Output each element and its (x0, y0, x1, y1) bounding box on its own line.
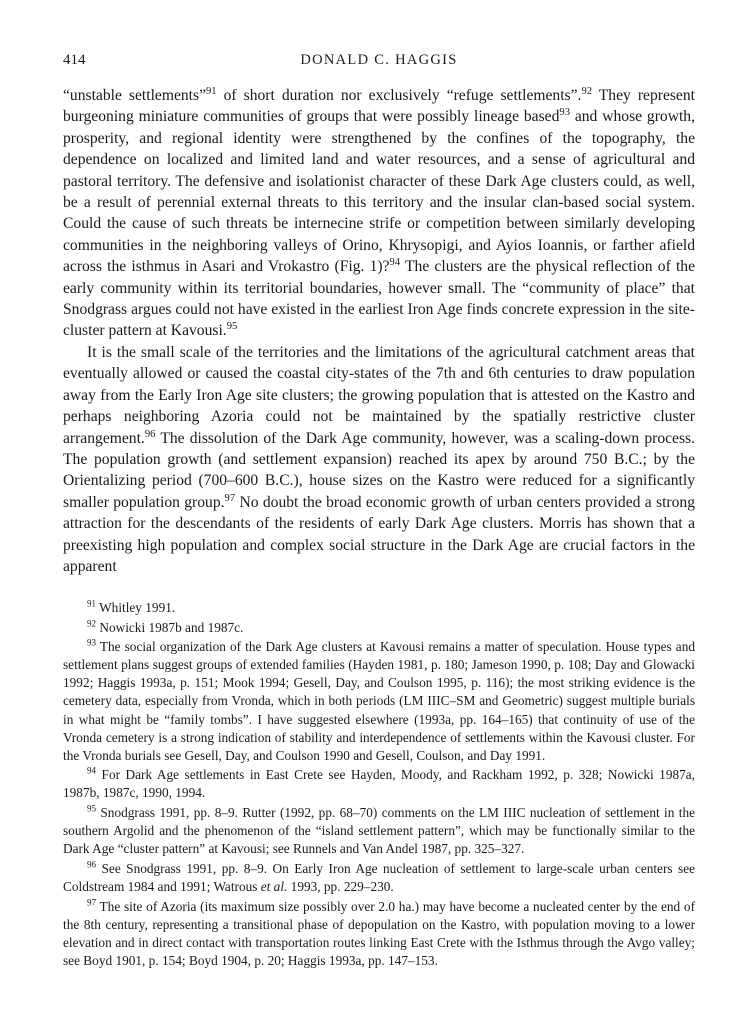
footnote-ref: 96 (144, 428, 156, 440)
footnote-text: The site of Azoria (its maximum size possibly over 2.0 ha.) may have become a nucleated center by the end of the 8th century, representing a transitional phase of depopulation on the Kastro, with population moving to a lower elevation and in direct contact with transportation routes linking East Crete with the Isthmus through the Avgo valley; see Boyd 1901, p. 154; Boyd 1904, p. 20; Haggis 1993a, pp. 147–153. (63, 898, 695, 968)
text-run: They represent burgeoning miniature communities of groups that were possibly lineage based (63, 87, 695, 126)
footnotes (63, 599, 695, 971)
footnote-ref: 91 (206, 85, 217, 97)
footnote-number: 96 (87, 859, 97, 870)
page-number: 414 (63, 52, 86, 68)
footnote-ref: 93 (559, 107, 570, 119)
footnote-number: 94 (87, 765, 97, 776)
footnote-number: 95 (87, 803, 97, 814)
text-run: No doubt the broad economic growth of urban centers provided a strong attraction for the descendants of the residents of early Dark Age clusters. Morris has shown that a preexisting high population and complex social structure in the Dark Age are crucial factors in the apparent (63, 493, 695, 575)
footnote-text: Whitley 1991. (99, 600, 176, 615)
footnote (63, 638, 695, 765)
footnote (63, 804, 695, 858)
text-run: The clusters are the physical reflection of the early community within its territorial boundaries, however small. The “community of place” that Snodgrass argues could not have existed in the earliest Iron Age finds concrete expression in the site-cluster pattern at Kavousi. (63, 258, 695, 340)
text-run: The dissolution of the Dark Age community, however, was a scaling-down process. The population growth (and settlement expansion) reached its apex by around 750 B.C.; by the Orientalizing period (700–600 B.C.), house sizes on the Kastro were reduced for a significantly smaller population group. (63, 429, 695, 511)
footnote-ref: 95 (226, 321, 238, 333)
page-header (63, 52, 695, 72)
footnote-number: 97 (87, 897, 97, 908)
footnote-text: See Snodgrass 1991, pp. 8–9. On Early Iron Age nucleation of settlement to large-scale urban centers see Coldstream 1984 and 1991; Watrous (63, 860, 696, 894)
text-run: and whose growth, prosperity, and regional identity were strengthened by the confines of the topography, the dependence on localized and limited land and water resources, and a sense of agricultural and pastoral territory. The defensive and isolationist character of these Dark Age clusters could, as well, be a result of perennial external threats to this territory and the insular clan-based social system. Could the cause of such threats be internecine strife or competition between similarly developing communities in the neighboring valleys of Orino, Khrysopigi, and Ayios Ioannis, or farther afield across the isthmus in Asari and Vrokastro (Fig. 1)? (63, 108, 695, 276)
footnote-text: The social organization of the Dark Age clusters at Kavousi remains a matter of speculation. House types and settlement plans suggest groups of extended families (Hayden 1981, p. 180; Jameson 1990, p. 108; Day and Glowacki 1992; Haggis 1993a, p. 151; Mook 1994; Gesell, Day, and Coulson 1995, p. 116); the most striking evidence is the cemetery data, especially from Vronda, which in both periods (LM IIIC–SM and Geometric) suggest multiple burials in what might be “family tombs”. I have suggested elsewhere (1993a, pp. 164–165) that continuity of use of the Vronda cemetery is a strong indication of stability and interdependence of settlements within the Kavousi cluster. For the Vronda burials see Gesell, Day, and Coulson 1990 and Gesell, Coulson, and Day 1991. (63, 639, 695, 763)
footnote-ref: 97 (224, 492, 236, 504)
footnote-ref: 92 (581, 85, 593, 97)
body-paragraph (63, 342, 695, 577)
text-run: “unstable settlements” (63, 87, 206, 104)
footnote (63, 898, 695, 970)
footnote-number: 93 (87, 637, 97, 648)
footnote-number: 92 (87, 618, 97, 629)
footnote-text: Snodgrass 1991, pp. 8–9. Rutter (1992, pp. 68–70) comments on the LM IIIC nucleation of settlement in the southern Argolid and the phenomenon of the “island settlement pattern”, which may be functionally similar to the Dark Age “cluster pattern” at Kavousi; see Runnels and Van Andel 1987, pp. 325–327. (63, 805, 695, 857)
footnote (63, 599, 695, 617)
text-run: of short duration nor exclusively “refuge settlements”. (216, 87, 582, 104)
footnote-number: 91 (87, 598, 97, 609)
footnote-text: Nowicki 1987b and 1987c. (99, 619, 244, 635)
footnote-ref: 94 (389, 257, 401, 269)
footnote (63, 860, 695, 896)
body-paragraph (63, 85, 695, 342)
footnote (63, 766, 695, 802)
body-text (63, 85, 695, 577)
running-head: DONALD C. HAGGIS (300, 52, 458, 68)
footnote-text: For Dark Age settlements in East Crete see Hayden, Moody, and Rackham 1992, p. 328; Nowicki 1987a, 1987b, 1987c, 1990, 1994. (63, 767, 695, 801)
footnote-italic: et al. (260, 878, 288, 894)
footnote-text: 1993, pp. 229–230. (287, 878, 394, 894)
text-run: It is the small scale of the territories and the limitations of the agricultural catchment areas that eventually allowed or caused the coastal city-states of the 7th and 6th centuries to draw population away from the Early Iron Age site clusters; the growing population that is attested on the Kastro and perhaps neighboring Azoria could not be maintained by the spatially restrictive cluster arrangement. (63, 343, 695, 447)
footnote (63, 619, 695, 637)
